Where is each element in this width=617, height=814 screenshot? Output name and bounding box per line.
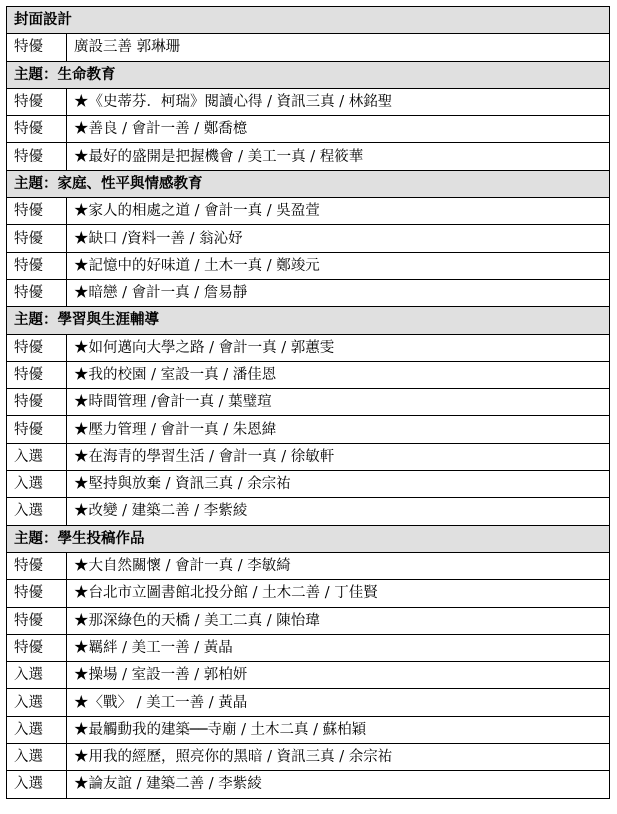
award-entry: ★時間管理 /會計一真 / 葉璧瑄 (67, 389, 610, 416)
award-entry: ★改變 / 建築二善 / 李紫綾 (67, 498, 610, 525)
table-row (7, 771, 610, 798)
table-row (7, 88, 610, 115)
award-entry: ★記憶中的好味道 / 土木一真 / 鄭竣元 (67, 252, 610, 279)
award-entry: ★論友誼 / 建築二善 / 李紫綾 (67, 771, 610, 798)
table-row (7, 334, 610, 361)
award-rank: 特優 (7, 334, 67, 361)
section-header (7, 170, 610, 197)
section-title: 主題：學習與生涯輔導 (7, 307, 610, 334)
table-row (7, 116, 610, 143)
award-rank: 特優 (7, 116, 67, 143)
award-rank: 入選 (7, 498, 67, 525)
award-rank: 特優 (7, 279, 67, 306)
award-entry: ★在海青的學習生活 / 會計一真 / 徐敏軒 (67, 443, 610, 470)
award-entry: ★最好的盛開是把握機會 / 美工一真 / 程筱華 (67, 143, 610, 170)
awards-table-body (7, 7, 610, 799)
award-entry: ★我的校園 / 室設一真 / 潘佳恩 (67, 361, 610, 388)
award-entry: ★壓力管理 / 會計一真 / 朱恩緯 (67, 416, 610, 443)
table-row (7, 279, 610, 306)
award-rank: 入選 (7, 471, 67, 498)
award-rank: 特優 (7, 634, 67, 661)
section-header (7, 61, 610, 88)
award-rank: 特優 (7, 552, 67, 579)
award-entry: ★如何邁向大學之路 / 會計一真 / 郭蕙雯 (67, 334, 610, 361)
award-entry: ★台北市立圖書館北投分館 / 土木二善 / 丁佳賢 (67, 580, 610, 607)
award-entry: ★〈戰〉 / 美工一善 / 黃晶 (67, 689, 610, 716)
table-row (7, 634, 610, 661)
award-entry: ★缺口 /資料一善 / 翁沁妤 (67, 225, 610, 252)
section-title: 主題：生命教育 (7, 61, 610, 88)
award-entry: ★那深綠色的天橋 / 美工二真 / 陳怡瑋 (67, 607, 610, 634)
section-title: 主題：家庭、性平與情感教育 (7, 170, 610, 197)
award-rank: 特優 (7, 34, 67, 61)
award-rank: 特優 (7, 607, 67, 634)
award-entry: ★最觸動我的建築──寺廟 / 土木二真 / 蘇柏穎 (67, 716, 610, 743)
table-row (7, 252, 610, 279)
table-row (7, 198, 610, 225)
award-entry: 廣設三善 郭琳珊 (67, 34, 610, 61)
table-row (7, 225, 610, 252)
award-entry: ★羈絆 / 美工一善 / 黃晶 (67, 634, 610, 661)
table-row (7, 361, 610, 388)
award-rank: 特優 (7, 580, 67, 607)
award-rank: 入選 (7, 443, 67, 470)
award-rank: 入選 (7, 662, 67, 689)
award-entry: ★用我的經歷，照亮你的黑暗 / 資訊三真 / 余宗祐 (67, 744, 610, 771)
award-entry: ★大自然關懷 / 會計一真 / 李敏綺 (67, 552, 610, 579)
section-title: 封面設計 (7, 7, 610, 34)
award-entry: ★《史蒂芬．柯瑞》閱讀心得 / 資訊三真 / 林銘聖 (67, 88, 610, 115)
award-entry: ★暗戀 / 會計一真 / 詹易靜 (67, 279, 610, 306)
award-rank: 入選 (7, 689, 67, 716)
award-rank: 入選 (7, 716, 67, 743)
table-row (7, 580, 610, 607)
award-entry: ★操場 / 室設一善 / 郭柏妍 (67, 662, 610, 689)
table-row (7, 471, 610, 498)
table-row (7, 143, 610, 170)
award-rank: 特優 (7, 225, 67, 252)
award-entry: ★堅持與放棄 / 資訊三真 / 余宗祐 (67, 471, 610, 498)
section-header (7, 307, 610, 334)
award-rank: 特優 (7, 143, 67, 170)
table-row (7, 607, 610, 634)
table-row (7, 552, 610, 579)
award-rank: 入選 (7, 744, 67, 771)
table-row (7, 389, 610, 416)
award-rank: 特優 (7, 252, 67, 279)
awards-table (6, 6, 610, 799)
section-header (7, 7, 610, 34)
award-entry: ★家人的相處之道 / 會計一真 / 吳盈萱 (67, 198, 610, 225)
award-rank: 特優 (7, 88, 67, 115)
section-header (7, 525, 610, 552)
table-row (7, 662, 610, 689)
award-entry: ★善良 / 會計一善 / 鄭喬檍 (67, 116, 610, 143)
award-rank: 入選 (7, 771, 67, 798)
award-rank: 特優 (7, 389, 67, 416)
table-row (7, 716, 610, 743)
section-title: 主題：學生投稿作品 (7, 525, 610, 552)
award-rank: 特優 (7, 416, 67, 443)
award-rank: 特優 (7, 198, 67, 225)
table-row (7, 34, 610, 61)
table-row (7, 689, 610, 716)
table-row (7, 498, 610, 525)
table-row (7, 443, 610, 470)
award-rank: 特優 (7, 361, 67, 388)
table-row (7, 416, 610, 443)
table-row (7, 744, 610, 771)
